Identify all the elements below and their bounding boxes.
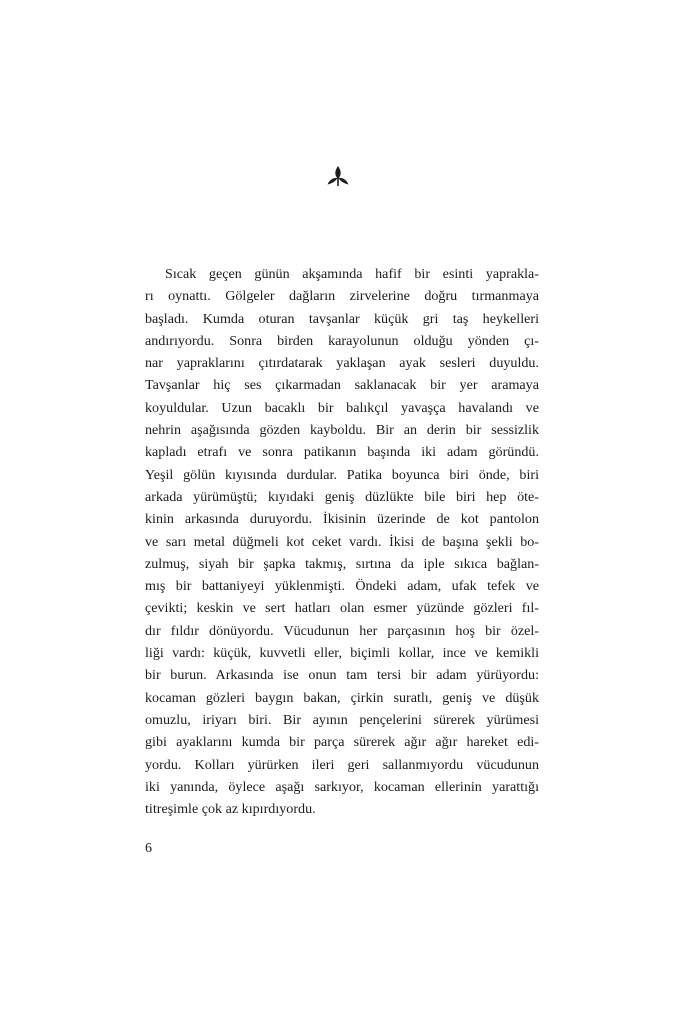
text-line: kocaman gözleri baygın bakan, çirkin suratlı, geniş ve düşük <box>145 689 539 706</box>
page-number: 6 <box>145 841 152 856</box>
text-line: nehrin aşağısında gözden kayboldu. Bir an derin bir sessizlik <box>145 422 539 439</box>
leaf-left-petal <box>328 178 338 185</box>
text-line: dır fıldır dönüyordu. Vücudunun her parçasının hoş bir özel- <box>145 622 539 639</box>
text-line: kinin arkasında duruyordu. İkisinin üzerinde de kot pantolon <box>145 511 539 528</box>
text-line: Yeşil gölün kıyısında durdular. Patika boyunca biri önde, biri <box>145 466 539 483</box>
text-line: rı oynattı. Gölgeler dağların zirvelerine doğru tırmanmaya <box>145 288 539 305</box>
text-line: iki yanında, öylece aşağı sarkıyor, kocaman ellerinin yarattığı <box>145 778 539 795</box>
leaf-ornament-svg <box>326 165 350 187</box>
text-line: zulmuş, siyah bir şapka takmış, sırtına da iple sıkıca bağlan- <box>145 555 539 572</box>
text-line: başladı. Kumda oturan tavşanlar küçük gri taş heykelleri <box>145 310 539 327</box>
text-line: omuzlu, iriyarı biri. Bir ayının pençelerini sürerek yürümesi <box>145 711 539 728</box>
text-line: mış bir battaniyeyi yüklenmişti. Öndeki adam, ufak tefek ve <box>145 578 539 595</box>
text-line: liği vardı: küçük, kuvvetli eller, biçimli kollar, ince ve kemikli <box>145 645 539 662</box>
text-line: koyuldular. Uzun bacaklı bir balıkçıl yavaşça havalandı ve <box>145 399 539 416</box>
body-paragraph <box>145 263 539 820</box>
text-line: kapladı etrafı ve sonra patikanın başında iki adam göründü. <box>145 444 539 461</box>
text-line: Tavşanlar hiç ses çıkarmadan saklanacak bir yer aramaya <box>145 377 539 394</box>
text-line: gibi ayaklarını kumda bir parça sürerek ağır ağır hareket edi- <box>145 734 539 751</box>
leaf-right-petal <box>339 178 349 185</box>
text-line: titreşimle çok az kıpırdıyordu. <box>145 801 316 818</box>
text-line: andırıyordu. Sonra birden karayolunun olduğu yönden çı- <box>145 332 539 349</box>
text-line: yordu. Kolları yürürken ileri geri sallanmıyordu vücudunun <box>145 756 539 773</box>
text-line: ve sarı metal düğmeli kot ceket vardı. İkisi de başına şekli bo- <box>145 533 539 550</box>
text-line: nar yapraklarını çıtırdatarak yaklaşan ayak sesleri duyuldu. <box>145 355 539 372</box>
text-line: bir burun. Arkasında ise onun tam tersi bir adam yürüyordu: <box>145 667 539 684</box>
text-line: arkada yürümüştü; kıyıdaki geniş düzlükte bile biri hep öte- <box>145 488 539 505</box>
text-line: çevikti; keskin ve sert hatları olan esmer yüzünde gözleri fıl- <box>145 600 539 617</box>
leaf-ornament-icon <box>326 165 350 187</box>
text-line: Sıcak geçen günün akşamında hafif bir esinti yaprakla- <box>165 266 539 282</box>
